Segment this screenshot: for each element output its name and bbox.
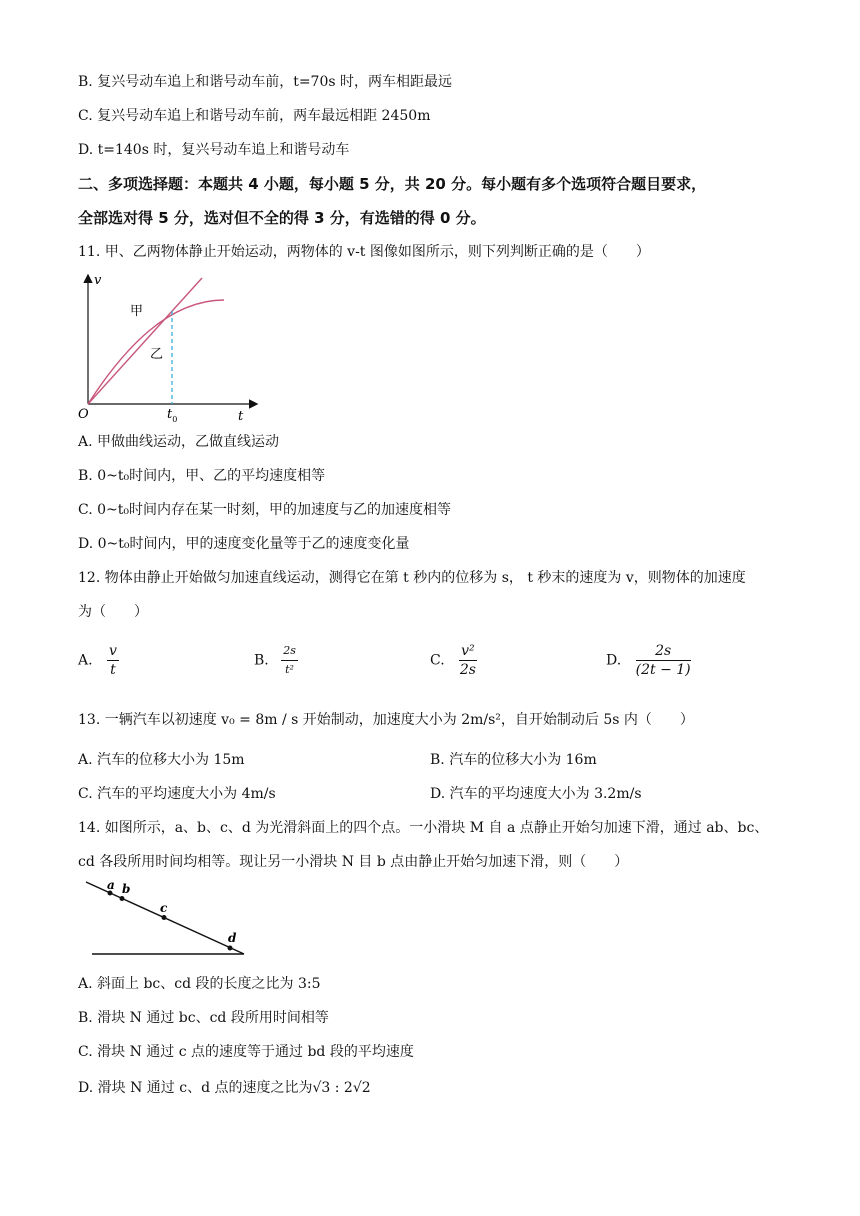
q14-option-a: A. 斜面上 bc、cd 段的长度之比为 3:5 xyxy=(78,976,321,992)
q14-label-c: c xyxy=(160,901,168,915)
q14-label-d: d xyxy=(228,931,237,945)
q11-jia-label: 甲 xyxy=(130,304,144,319)
q11-t-label: t xyxy=(238,409,244,424)
section2-heading-line1: 二、多项选择题：本题共 4 小题，每小题 5 分，共 20 分。每小题有多个选项符合题目要求， xyxy=(78,175,707,193)
q11-yi-label: 乙 xyxy=(150,347,164,362)
q11-vt-graph xyxy=(74,268,264,428)
q12-option-b: B. $\frac{2s}{\text{t²}}$ xyxy=(254,644,296,676)
q11-stem: 11. 甲、乙两物体静止开始运动，两物体的 v-t 图像如图所示，则下列判断正确的是（ ） xyxy=(78,244,650,260)
q14-point-b xyxy=(120,896,125,901)
q10-option-b: B. 复兴号动车追上和谐号动车前，t=70s 时，两车相距最远 xyxy=(78,74,452,90)
q14-point-c xyxy=(162,915,167,920)
q12-stem-line2: 为（ ） xyxy=(78,604,148,620)
q14-option-b: B. 滑块 N 通过 bc、cd 段所用时间相等 xyxy=(78,1010,329,1026)
q11-option-d: D. 0~t₀时间内，甲的速度变化量等于乙的速度变化量 xyxy=(78,536,410,552)
q14-stem-line2: cd 各段所用时间均相等。现让另一小滑块 N 目 b 点由静止开始匀加速下滑，则（ ） xyxy=(78,854,629,870)
q13-stem: 13. 一辆汽车以初速度 v₀ = 8m / s 开始制动，加速度大小为 2m/s²，自开始制动后 5s 内（ ） xyxy=(78,712,694,728)
q12-option-a: A. $\frac{v}{t}$ xyxy=(78,643,117,678)
q11-origin-label: O xyxy=(78,407,89,422)
q11-option-c: C. 0~t₀时间内存在某一时刻，甲的加速度与乙的加速度相等 xyxy=(78,502,451,518)
q14-label-a: a xyxy=(107,878,115,892)
q14-slope-diagram xyxy=(84,878,254,960)
q11-option-b: B. 0~t₀时间内，甲、乙的平均速度相等 xyxy=(78,468,326,484)
q11-option-a: A. 甲做曲线运动，乙做直线运动 xyxy=(78,434,280,450)
q14-option-d: D. 滑块 N 通过 c、d 点的速度之比为√3 : 2√2 xyxy=(78,1080,371,1096)
q13-option-d: D. 汽车的平均速度大小为 3.2m/s xyxy=(430,786,642,802)
q12-stem-line1: 12. 物体由静止开始做匀加速直线运动，测得它在第 t 秒内的位移为 s， t 秒末的速度为 v，则物体的加速度 xyxy=(78,570,746,586)
q13-option-c: C. 汽车的平均速度大小为 4m/s xyxy=(78,786,276,802)
q10-option-d: D. t=140s 时，复兴号动车追上和谐号动车 xyxy=(78,142,350,158)
q11-line-yi xyxy=(88,278,202,404)
q14-point-d xyxy=(228,946,233,951)
q13-option-a: A. 汽车的位移大小为 15m xyxy=(78,752,245,768)
q14-option-c: C. 滑块 N 通过 c 点的速度等于通过 bd 段的平均速度 xyxy=(78,1044,414,1060)
q14-label-b: b xyxy=(122,882,131,896)
q14-stem-line1: 14. 如图所示，a、b、c、d 为光滑斜面上的四个点。一小滑块 M 自 a 点静止开始匀加速下滑，通过 ab、bc、 xyxy=(78,820,769,836)
q11-t0-label: $t_0$ xyxy=(167,407,178,424)
q13-option-b: B. 汽车的位移大小为 16m xyxy=(430,752,597,768)
section2-heading-line2: 全部选对得 5 分，选对但不全的得 3 分，有选错的得 0 分。 xyxy=(78,209,486,227)
q12-option-d: D. $\frac{2s}{(2t - 1)}$ xyxy=(606,643,691,678)
q12-option-c: C. $\frac{\text{v²}}{2s}$ xyxy=(430,643,476,678)
q10-option-c: C. 复兴号动车追上和谐号动车前，两车最远相距 2450m xyxy=(78,108,431,124)
q11-v-label: v xyxy=(94,273,102,288)
